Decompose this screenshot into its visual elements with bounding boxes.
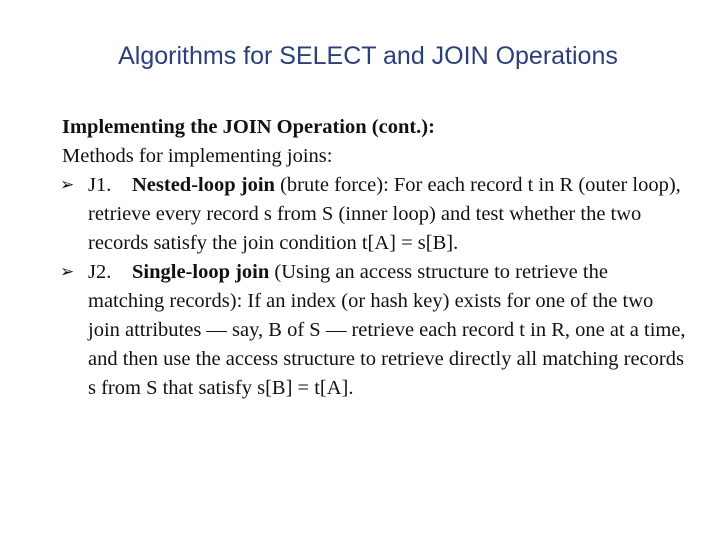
bullet-term: Single-loop join [132, 261, 270, 283]
bullet-text: (brute force): For each record t in R (outer loop), retrieve every record s from S (inner loop) and test whether the two records satisfy the join condition t[A] = s[B]. [88, 174, 681, 254]
slide-content [62, 113, 687, 403]
bullet-number: J2. [88, 261, 112, 283]
bullet-term: Nested-loop join [132, 174, 275, 196]
bullet-item-j2 [62, 258, 687, 403]
bullet-item-j1 [62, 171, 687, 258]
slide-title: Algorithms for SELECT and JOIN Operations [118, 42, 618, 70]
arrow-right-bullet-icon: ➢ [60, 175, 75, 195]
bullet-number: J1. [88, 174, 112, 196]
section-heading: Implementing the JOIN Operation (cont.): [62, 116, 435, 138]
arrow-right-bullet-icon: ➢ [60, 262, 75, 282]
intro-text: Methods for implementing joins: [62, 145, 333, 167]
bullet-text: (Using an access structure to retrieve the matching records): If an index (or hash key) exists for one of the two join attributes — say, B of S — retrieve each record t in R, one at a time, and then use the access structure to retrieve directly all matching records s from S that satisfy s[B] = t[A]. [88, 261, 686, 399]
